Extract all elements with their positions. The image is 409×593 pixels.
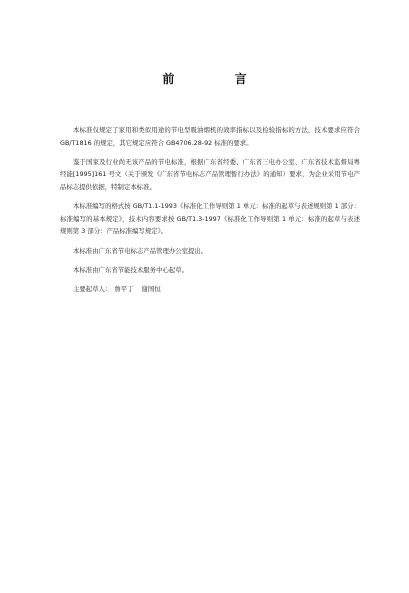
foreword-body <box>60 124 360 296</box>
drafters-label: 主要起草人： <box>73 284 112 293</box>
drafters-line <box>60 283 360 296</box>
paragraph-proposer: 本标准由广东省节电标志产品管理办公室提出。 <box>73 246 208 255</box>
paragraph-scope: 本标准仅规定了家用和类似用途的节电型吸油烟机的效率指标以及检验指标的方法，技术要求应符合 GB/T1816 的规定，其它规定应符合 GB4706.28-92 标准的要求。 <box>60 126 360 147</box>
paragraph-basis: 鉴于国家及行业尚无该产品的节电标准，根据广东省经委、广东省三电办公室、广东省技术监督局粤经能[1995]161 号文（关于颁发《广东省节电标志产品管理暂行办法》的通知）要求，为企业采用节电产品标志提供依据，特制定本标准。 <box>60 157 360 191</box>
page-title: 前 言 <box>162 72 275 86</box>
drafters-names: 詹平丁 谢国恒 <box>114 284 161 293</box>
paragraph-format: 本标准编写的格式按 GB/T1.1-1993《标准化工作导则第 1 单元：标准的起草与表述规则第 1 部分：标准编写的基本规定》，技术内容要求按 GB/T1.3-1997《标准化工作导则第 1 单元：标准的起草与表述规则第 3 部分：产品标准编写规定》。 <box>60 202 360 236</box>
paragraph-drafting-unit: 本标准由广东省节能技术服务中心起草。 <box>73 265 189 274</box>
